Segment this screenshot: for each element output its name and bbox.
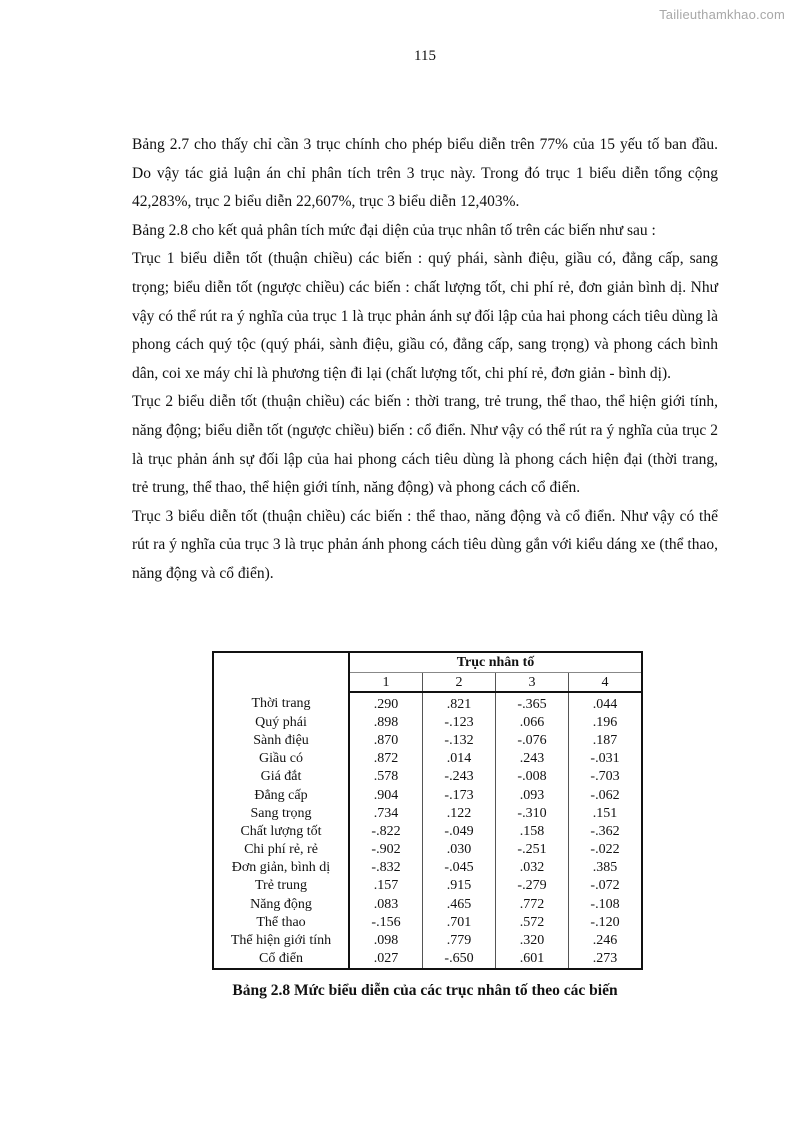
- loading-value: .243: [496, 750, 569, 768]
- loading-value: .066: [496, 713, 569, 731]
- loading-value: .915: [423, 877, 496, 895]
- loading-value: -.156: [349, 913, 423, 931]
- loading-value: .898: [349, 713, 423, 731]
- paragraph: Bảng 2.8 cho kết quả phân tích mức đại diện của trục nhân tố trên các biến như sau :: [132, 221, 656, 239]
- table-header-row: [213, 652, 642, 673]
- loading-value: .014: [423, 750, 496, 768]
- row-label: Giầu có: [213, 750, 349, 768]
- loading-value: -.362: [590, 823, 620, 839]
- loading-value: -.132: [423, 731, 496, 749]
- row-label: Trẻ trung: [213, 877, 349, 895]
- loading-value: .246: [592, 933, 618, 949]
- loading-value: -.703: [590, 769, 620, 785]
- table-caption: Bảng 2.8 Mức biểu diễn của các trục nhân tố theo các biến: [232, 982, 618, 999]
- row-label: Thời trang: [213, 692, 349, 713]
- loading-value: -.365: [496, 692, 569, 713]
- loading-value: .601: [496, 950, 569, 969]
- loading-value: -.251: [496, 841, 569, 859]
- page-number: 115: [414, 48, 436, 64]
- column-header: 2: [423, 673, 496, 693]
- loading-value: .904: [349, 786, 423, 804]
- column-header: 4: [569, 673, 643, 693]
- table-row: [213, 750, 642, 768]
- row-label: Đẳng cấp: [213, 786, 349, 804]
- loading-value: .093: [496, 786, 569, 804]
- row-label: Thể thao: [213, 913, 349, 931]
- table-row: [213, 859, 642, 877]
- loading-value: .320: [496, 931, 569, 949]
- table-row: [213, 713, 642, 731]
- loading-value: -.279: [496, 877, 569, 895]
- loading-value: -.902: [349, 841, 423, 859]
- column-header: 3: [496, 673, 569, 693]
- loading-value: .870: [349, 731, 423, 749]
- loading-value: .273: [592, 951, 618, 967]
- loading-value: .465: [423, 895, 496, 913]
- watermark: Tailieuthamkhao.com: [659, 7, 785, 22]
- loading-value: .032: [496, 859, 569, 877]
- row-label: Sang trọng: [213, 804, 349, 822]
- loading-value: .290: [349, 692, 423, 713]
- loading-value: -.120: [590, 914, 620, 930]
- loading-value: .734: [349, 804, 423, 822]
- loading-value: -.076: [496, 731, 569, 749]
- table-row: [213, 731, 642, 749]
- loading-value: -.310: [496, 804, 569, 822]
- loading-value: -.108: [590, 896, 620, 912]
- row-label: Cổ điển: [213, 950, 349, 969]
- table-row: [213, 877, 642, 895]
- column-header: 1: [349, 673, 423, 693]
- table-body: [213, 692, 642, 969]
- loading-value: -.243: [423, 768, 496, 786]
- loading-value: -.062: [590, 787, 620, 803]
- loading-value: .158: [496, 822, 569, 840]
- loading-value: .578: [349, 768, 423, 786]
- loading-value: -.832: [349, 859, 423, 877]
- loading-value: -.031: [590, 751, 620, 767]
- paragraph: Trục 3 biểu diễn tốt (thuận chiều) các biến : thể thao, năng động và cổ điển. Như vậy có thể rút ra ý nghĩa của trục 3 là trục phản ánh phong cách tiêu dùng gắn với kiểu dáng xe (thể thao, năng động và cổ điển).: [132, 507, 718, 582]
- loading-value: .872: [349, 750, 423, 768]
- row-label: Giá đắt: [213, 768, 349, 786]
- row-label: Đơn giản, bình dị: [213, 859, 349, 877]
- paragraph: Trục 2 biểu diễn tốt (thuận chiều) các biến : thời trang, trẻ trung, thể thao, thể hiện giới tính, năng động; biểu diễn tốt (ngược chiều) biến : cổ điển. Như vậy có thể rút ra ý nghĩa của trục 2 là trục phản ánh sự đối lập của hai phong cách tiêu dùng là phong cách hiện đại (thời trang, trẻ trung, thể thao, thể hiện giới tính, năng động) và phong cách cổ điển.: [132, 393, 718, 497]
- loading-value: .083: [349, 895, 423, 913]
- table-row: [213, 692, 642, 713]
- table-row: [213, 768, 642, 786]
- table-group-header: Trục nhân tố: [349, 652, 642, 673]
- loading-value: .572: [496, 913, 569, 931]
- loading-value: .157: [349, 877, 423, 895]
- loading-value: .196: [592, 714, 618, 730]
- row-label: Thể hiện giới tính: [213, 931, 349, 949]
- row-label: Sành điệu: [213, 731, 349, 749]
- table-corner-cell: [213, 652, 349, 692]
- loading-value: -.650: [423, 950, 496, 969]
- paragraph: Bảng 2.7 cho thấy chỉ cần 3 trục chính cho phép biểu diễn trên 77% của 15 yếu tố ban đầu. Do vậy tác giả luận án chỉ phân tích trên 3 trục này. Trong đó trục 1 biểu diễn tổng cộng 42,283%, trục 2 biểu diễn 22,607%, trục 3 biểu diễn 12,403%.: [132, 136, 718, 211]
- loading-value: .098: [349, 931, 423, 949]
- loading-value: -.123: [423, 713, 496, 731]
- loading-value: .151: [592, 805, 618, 821]
- loading-value: .122: [423, 804, 496, 822]
- loading-value: .821: [423, 692, 496, 713]
- paragraph: Trục 1 biểu diễn tốt (thuận chiều) các biến : quý phái, sành điệu, giầu có, đẳng cấp, sang trọng; biểu diễn tốt (ngược chiều) các biến : chất lượng tốt, chi phí rẻ, đơn giản bình dị. Như vậy có thể rút ra ý nghĩa của trục 1 là trục phản ánh sự đối lập của hai phong cách tiêu dùng là phong cách quý tộc (quý phái, sành điệu, giầu có, đẳng cấp, sang trọng) và phong cách bình dân, coi xe máy chỉ là phương tiện đi lại (chất lượng tốt, chi phí rẻ, đơn giản - bình dị).: [132, 250, 718, 382]
- table-row: [213, 913, 642, 931]
- table-row: [213, 786, 642, 804]
- body-text: [132, 131, 718, 589]
- loading-value: .772: [496, 895, 569, 913]
- loading-value: -.822: [349, 822, 423, 840]
- table-row: [213, 895, 642, 913]
- row-label: Quý phái: [213, 713, 349, 731]
- loading-value: .779: [423, 931, 496, 949]
- factor-loading-table: [212, 651, 643, 970]
- row-label: Chi phí rẻ, rẻ: [213, 841, 349, 859]
- loading-value: .385: [592, 860, 618, 876]
- loading-value: -.072: [590, 878, 620, 894]
- loading-value: -.173: [423, 786, 496, 804]
- table-row: [213, 950, 642, 969]
- row-label: Năng động: [213, 895, 349, 913]
- loading-value: .027: [349, 950, 423, 969]
- table-row: [213, 931, 642, 949]
- loading-value: -.008: [496, 768, 569, 786]
- loading-value: -.049: [423, 822, 496, 840]
- loading-value: .044: [592, 696, 618, 712]
- table-row: [213, 841, 642, 859]
- factor-table-container: [212, 651, 643, 970]
- loading-value: -.022: [590, 842, 620, 858]
- loading-value: .701: [423, 913, 496, 931]
- table-row: [213, 822, 642, 840]
- loading-value: .187: [592, 732, 618, 748]
- row-label: Chất lượng tốt: [213, 822, 349, 840]
- loading-value: -.045: [423, 859, 496, 877]
- table-row: [213, 804, 642, 822]
- loading-value: .030: [423, 841, 496, 859]
